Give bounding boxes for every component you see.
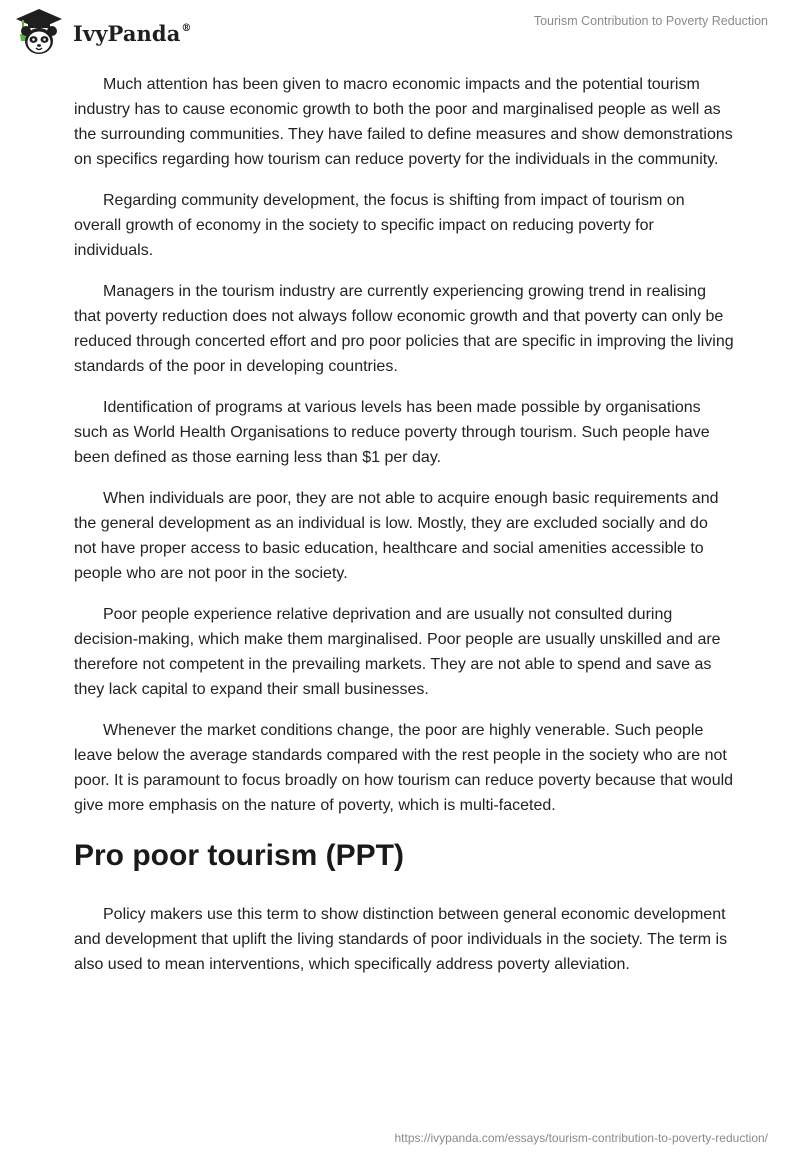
brand-name: IvyPanda®: [73, 20, 192, 46]
paragraph: Identification of programs at various levels has been made possible by organisations such as World Health Organisations to reduce poverty through tourism. Such people have been defined as those earning less than $1 per day.: [74, 399, 710, 466]
document-title: Tourism Contribution to Poverty Reduction: [533, 14, 768, 28]
logo[interactable]: [14, 8, 192, 56]
paragraph: When individuals are poor, they are not able to acquire enough basic requirements and the general development as an individual is low. Mostly, they are excluded socially and do not have proper access to basic education, healthcare and social amenities accessible to people who are not poor in the society.: [74, 490, 719, 582]
section-heading: Pro poor tourism (PPT): [74, 839, 404, 872]
paragraph: Much attention has been given to macro economic impacts and the potential tourism industry has to cause economic growth to both the poor and marginalised people as well as the surrounding communities. They have failed to define measures and show demonstrations on specifics regarding how tourism can reduce poverty for the individuals in the community.: [74, 76, 733, 168]
paragraph: Regarding community development, the focus is shifting from impact of tourism on overall growth of economy in the society to specific impact on reducing poverty for individuals.: [74, 192, 685, 259]
panda-graduation-cap-icon: [14, 8, 64, 56]
page-header: [0, 0, 800, 62]
source-url[interactable]: https://ivypanda.com/essays/tourism-contribution-to-poverty-reduction/: [394, 1131, 768, 1145]
paragraph: Whenever the market conditions change, the poor are highly venerable. Such people leave below the average standards compared with the rest people in the society who are not poor. It is paramount to focus broadly on how tourism can reduce poverty because that would give more emphasis on the nature of poverty, which is multi-faceted.: [74, 722, 734, 814]
registered-mark: ®: [181, 22, 192, 34]
paragraph: Policy makers use this term to show distinction between general economic development and development that uplift the living standards of poor individuals in the society. The term is also used to mean interventions, which specifically address poverty alleviation.: [74, 906, 728, 973]
paragraph: Poor people experience relative deprivation and are usually not consulted during decision-making, which make them marginalised. Poor people are usually unskilled and are therefore not competent in the prevailing markets. They are not able to spend and save as they lack capital to expand their small businesses.: [74, 606, 721, 698]
essay-content: [74, 72, 734, 993]
paragraph: Managers in the tourism industry are currently experiencing growing trend in realising that poverty reduction does not always follow economic growth and that poverty can only be reduced through concerted effort and pro poor policies that are specific in improving the living standards of the poor in developing countries.: [74, 283, 734, 375]
